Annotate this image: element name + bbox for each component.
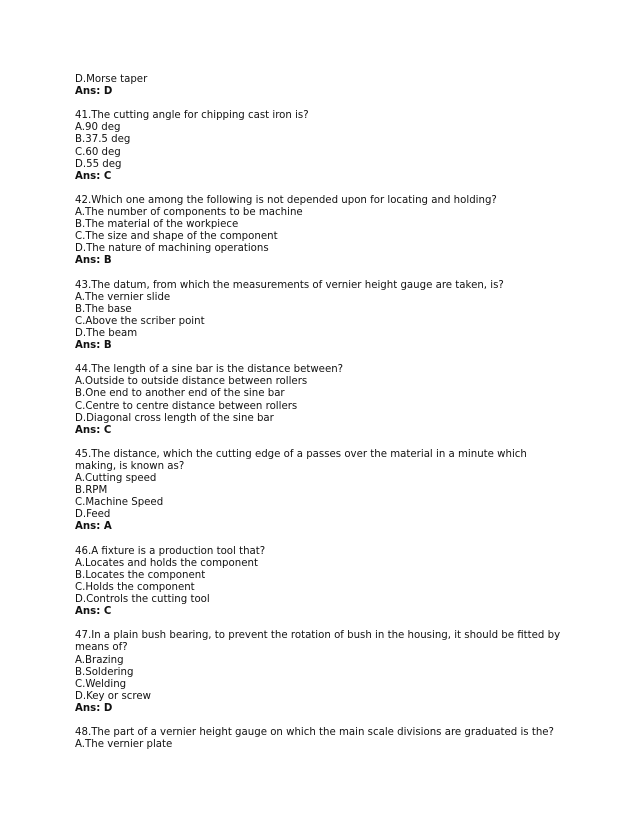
option-a: A.The vernier slide <box>75 291 171 303</box>
option-d: D.Controls the cutting tool <box>75 594 210 606</box>
option-c: C.Welding <box>75 678 127 690</box>
question-text: 47.In a plain bush bearing, to prevent the rotation of bush in the housing, it should be fitted by means of? <box>75 630 561 654</box>
option-a: A.The vernier plate <box>75 739 173 751</box>
document-content <box>75 74 565 751</box>
option-c: C.Machine Speed <box>75 497 164 509</box>
answer-text: Ans: C <box>75 606 112 618</box>
answer-text: Ans: C <box>75 424 112 436</box>
question-43 <box>75 280 565 353</box>
option-b: B.RPM <box>75 485 108 497</box>
option-a: A.Locates and holds the component <box>75 557 258 569</box>
question-text: 43.The datum, from which the measurements of vernier height gauge are taken, is? <box>75 279 504 291</box>
option-c: C.Holds the component <box>75 581 195 593</box>
option-c: C.The size and shape of the component <box>75 231 278 243</box>
answer-text: Ans: D <box>75 702 113 714</box>
question-45 <box>75 449 565 534</box>
option-b: B.37.5 deg <box>75 134 131 146</box>
option-a: A.90 deg <box>75 122 121 134</box>
question-46 <box>75 546 565 619</box>
question-text: 41.The cutting angle for chipping cast iron is? <box>75 110 309 122</box>
question-text: 42.Which one among the following is not depended upon for locating and holding? <box>75 194 497 206</box>
option-b: B.Locates the component <box>75 569 206 581</box>
question-text: 44.The length of a sine bar is the distance between? <box>75 364 344 376</box>
option-d: D.55 deg <box>75 158 122 170</box>
option-b: B.The base <box>75 303 132 315</box>
option-b: B.Soldering <box>75 666 134 678</box>
option-a: A.The number of components to be machine <box>75 207 303 219</box>
question-48 <box>75 727 565 751</box>
option-c: C.Above the scriber point <box>75 315 205 327</box>
option-a: A.Brazing <box>75 654 124 666</box>
option-a: A.Cutting speed <box>75 473 157 485</box>
option-d: D.The nature of machining operations <box>75 243 269 255</box>
option-b: B.The material of the workpiece <box>75 219 239 231</box>
option-c: C.60 deg <box>75 146 121 158</box>
option-a: A.Outside to outside distance between rollers <box>75 376 308 388</box>
question-text: 46.A fixture is a production tool that? <box>75 545 266 557</box>
option-c: C.Centre to centre distance between rollers <box>75 400 298 412</box>
question-44 <box>75 364 565 437</box>
answer-text: Ans: D <box>75 86 113 98</box>
answer-text: Ans: C <box>75 170 112 182</box>
question-41 <box>75 110 565 183</box>
option-b: B.One end to another end of the sine bar <box>75 388 285 400</box>
answer-text: Ans: B <box>75 340 112 352</box>
option-d: D.Diagonal cross length of the sine bar <box>75 412 274 424</box>
question-47 <box>75 630 565 715</box>
option-text: D.Morse taper <box>75 74 148 85</box>
question-42 <box>75 195 565 268</box>
option-d: D.Key or screw <box>75 690 151 702</box>
option-d: D.The beam <box>75 327 138 339</box>
option-d: D.Feed <box>75 509 111 521</box>
question-fragment <box>75 74 565 98</box>
answer-text: Ans: B <box>75 255 112 267</box>
question-text: 45.The distance, which the cutting edge of a passes over the material in a minute which making, is known as? <box>75 448 527 472</box>
question-text: 48.The part of a vernier height gauge on which the main scale divisions are graduated is the? <box>75 727 554 739</box>
answer-text: Ans: A <box>75 521 112 533</box>
